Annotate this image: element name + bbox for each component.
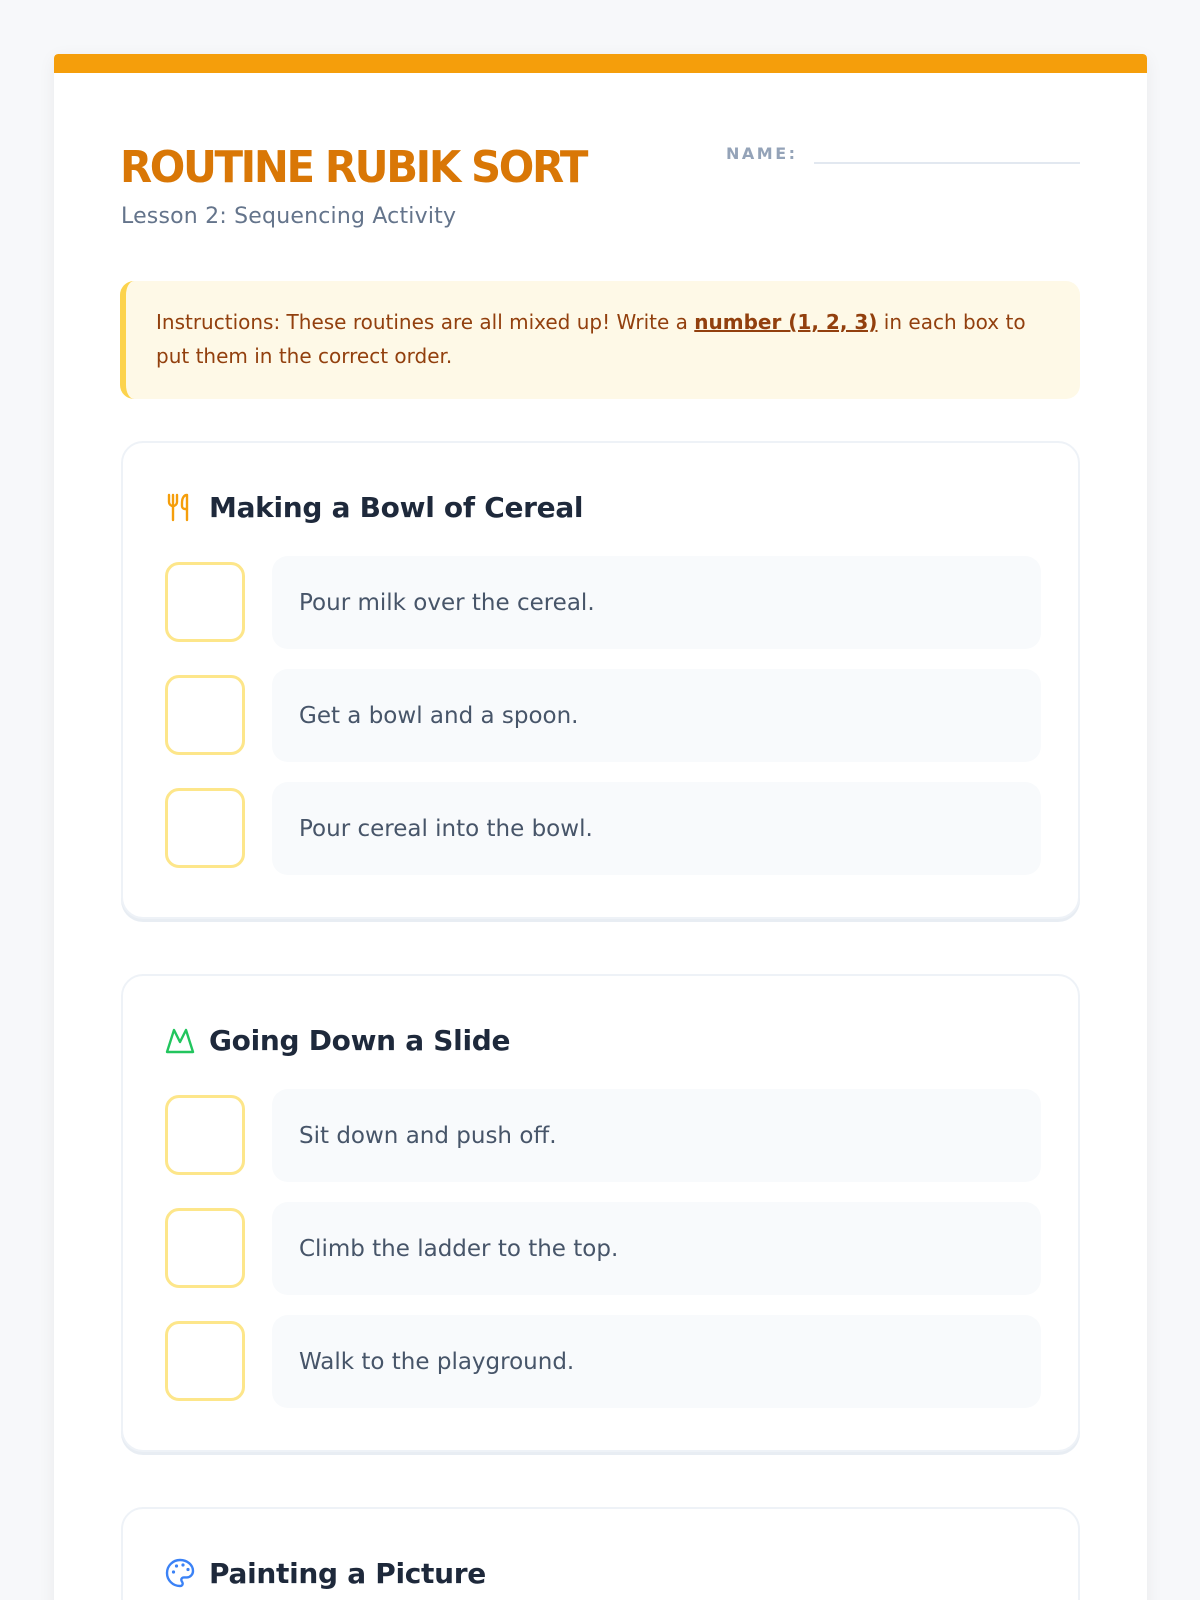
mountain-icon — [163, 1023, 197, 1057]
step-row — [165, 1202, 1041, 1295]
step-text: Climb the ladder to the top. — [272, 1202, 1041, 1295]
step-row — [165, 1089, 1041, 1182]
worksheet — [54, 54, 1147, 1600]
instructions-box — [120, 281, 1080, 399]
order-box[interactable] — [165, 675, 245, 755]
routine-header — [163, 1020, 510, 1060]
step-row — [165, 669, 1041, 762]
routine-header — [163, 1553, 486, 1593]
instructions-text-before: Instructions: These routines are all mixed up! Write a — [156, 310, 695, 334]
routine-title: Painting a Picture — [209, 1556, 486, 1590]
page-subtitle: Lesson 2: Sequencing Activity — [121, 204, 457, 229]
step-text: Sit down and push off. — [272, 1089, 1041, 1182]
step-text: Pour milk over the cereal. — [272, 556, 1041, 649]
order-box[interactable] — [165, 562, 245, 642]
utensils-icon — [163, 490, 197, 524]
accent-bar — [54, 54, 1147, 73]
instructions-text-after: in each box to put them in the correct order. — [156, 310, 1026, 368]
step-text: Walk to the playground. — [272, 1315, 1041, 1408]
routine-title: Going Down a Slide — [209, 1023, 511, 1057]
routine-header — [163, 487, 583, 527]
name-label: NAME: — [726, 144, 798, 163]
order-box[interactable] — [165, 1208, 245, 1288]
palette-icon — [163, 1556, 197, 1590]
step-text: Get a bowl and a spoon. — [272, 669, 1041, 762]
order-box[interactable] — [165, 1095, 245, 1175]
routine-card-painting — [121, 1507, 1080, 1600]
step-row — [165, 782, 1041, 875]
routine-title: Making a Bowl of Cereal — [209, 490, 584, 524]
routine-card-cereal — [121, 441, 1080, 919]
step-row — [165, 556, 1041, 649]
order-box[interactable] — [165, 788, 245, 868]
order-box[interactable] — [165, 1321, 245, 1401]
step-text: Pour cereal into the bowl. — [272, 782, 1041, 875]
name-field[interactable] — [814, 162, 1080, 164]
routine-card-slide — [121, 974, 1080, 1452]
page-title: ROUTINE RUBIK SORT — [120, 142, 587, 193]
step-row — [165, 1315, 1041, 1408]
instructions-emphasis: number (1, 2, 3) — [694, 310, 878, 334]
